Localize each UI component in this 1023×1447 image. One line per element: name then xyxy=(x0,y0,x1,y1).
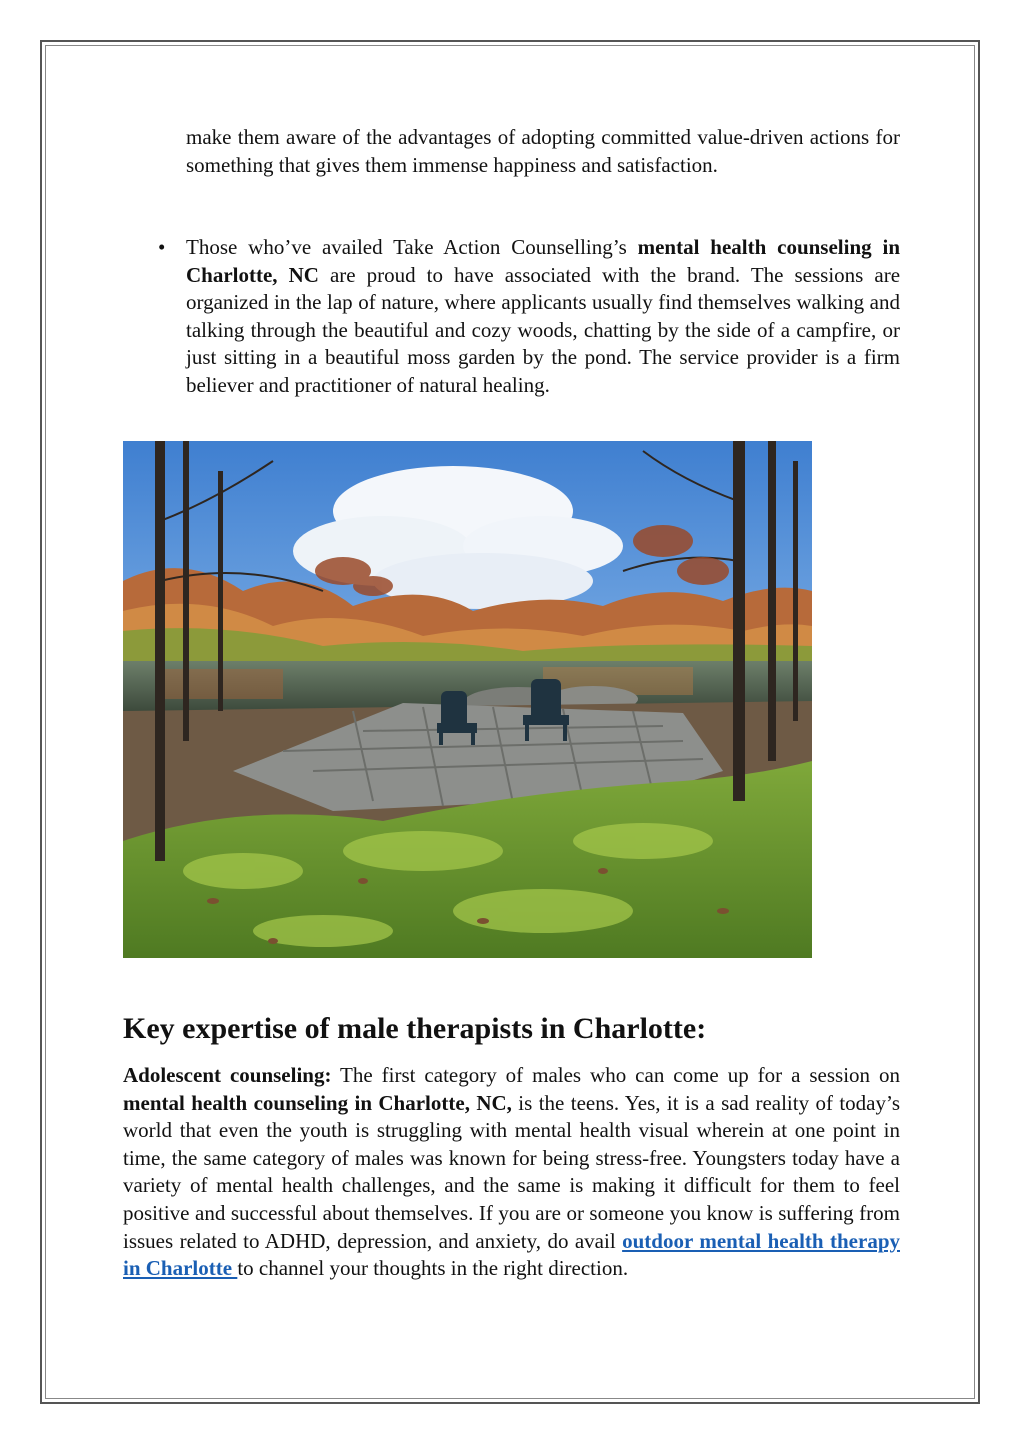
adolescent-counseling-paragraph xyxy=(123,1062,900,1283)
section-text-1: The first category of males who can come up for a session on xyxy=(331,1063,900,1087)
section-bold-text: mental health counseling in Charlotte, NC, xyxy=(123,1090,512,1115)
section-text-2: is the teens. Yes, it is a sad reality of today’s world that even the youth is struggling with mental health visual wherein at one point in time, the same category of males was known for being stress-free. Youngsters today have a variety of mental health challenges, and the same is making it difficult for them to feel positive and successful about themselves. If you are or someone you know is suffering from issues related to ADHD, depression, and anxiety, do avail xyxy=(123,1090,901,1253)
moss-garden-pond-photo xyxy=(123,441,812,958)
bullet-bold-text: mental health counseling in Charlotte, NC xyxy=(186,235,900,287)
section-label: Adolescent counseling: xyxy=(123,1063,332,1087)
bullet-paragraph xyxy=(186,234,900,400)
bullet-icon: • xyxy=(158,235,166,259)
section-heading: Key expertise of male therapists in Charlotte: xyxy=(123,1012,707,1045)
bullet-lead-text: Those who’ve availed Take Action Counselling’s xyxy=(186,235,638,259)
section-text-3: to channel your thoughts in the right direction. xyxy=(237,1256,629,1281)
bullet-rest-text: are proud to have associated with the brand. The sessions are organized in the lap of nature, where applicants usually find themselves walking and talking through the beautiful and cozy woods, chatting by the side of a campfire, or just sitting in a beautiful moss garden by the pond. The service provider is a firm believer and practitioner of natural healing. xyxy=(186,262,901,397)
outdoor-therapy-link[interactable]: outdoor mental health therapy in Charlotte xyxy=(123,1228,900,1281)
intro-paragraph: make them aware of the advantages of adopting committed value-driven actions for something that gives them immense happiness and satisfaction. xyxy=(186,125,900,177)
